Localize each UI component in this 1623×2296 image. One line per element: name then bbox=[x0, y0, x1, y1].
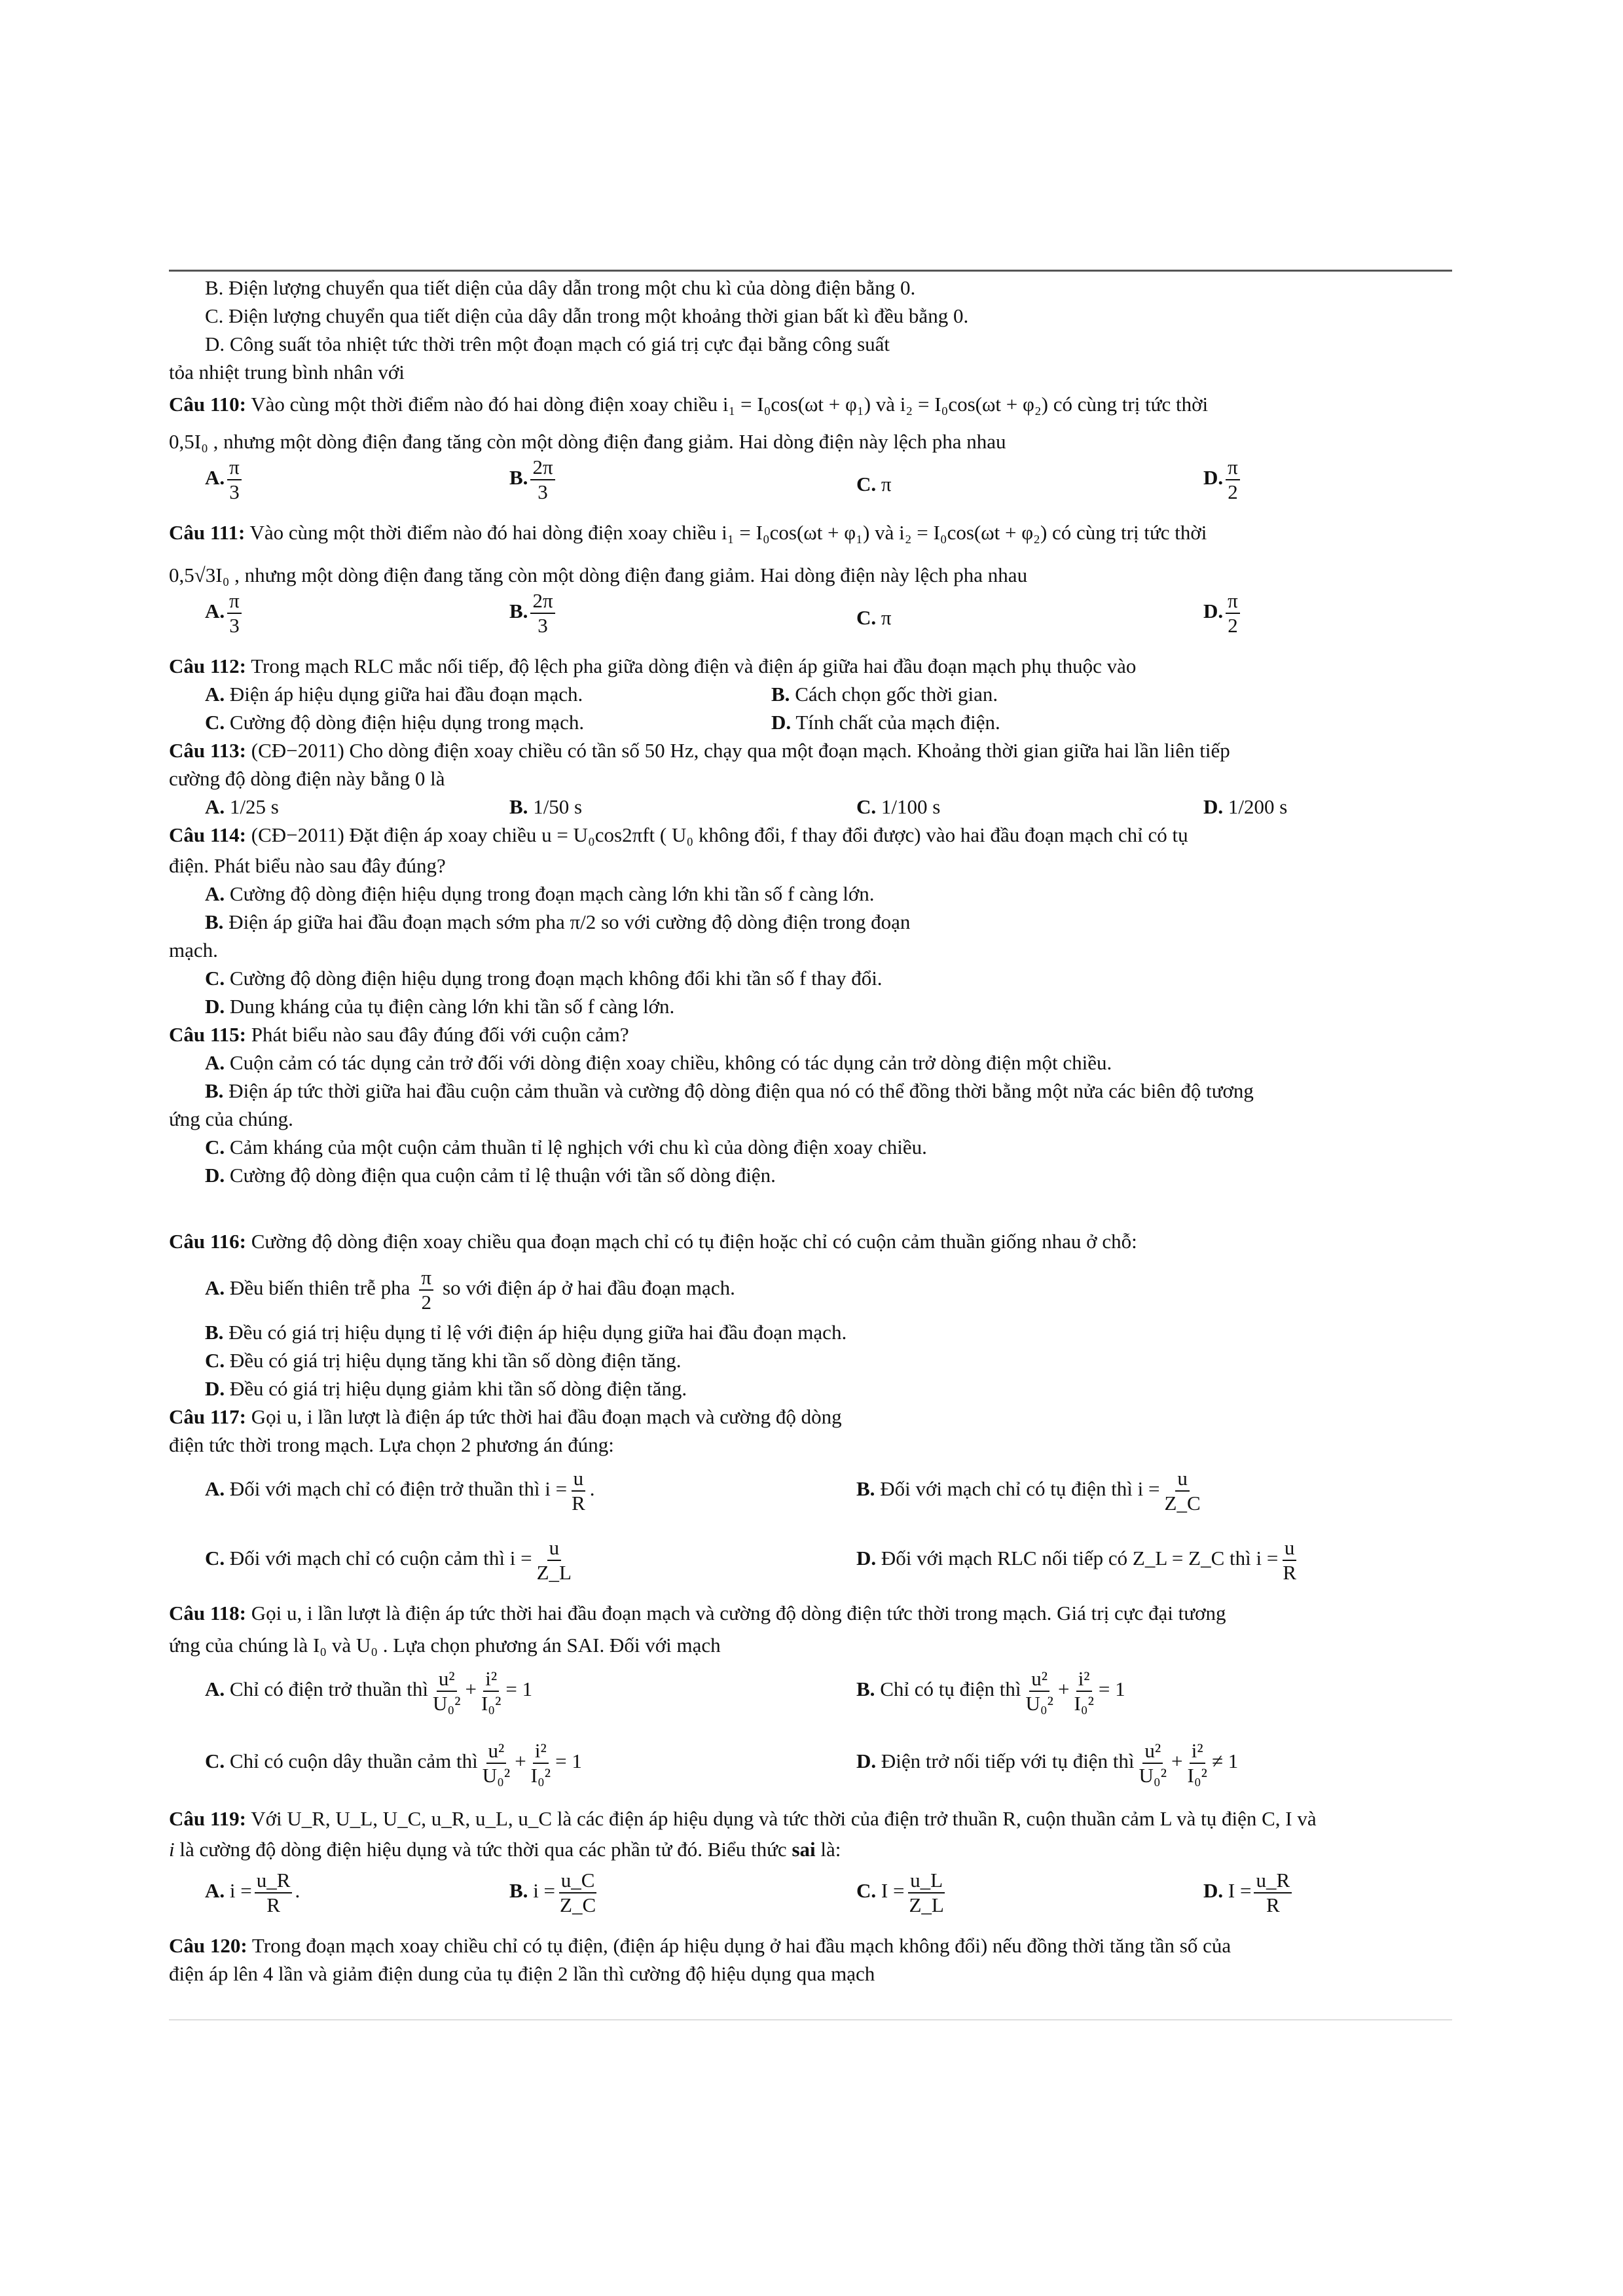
question-text: Vào cùng một thời điểm nào đó hai dòng điện xoay chiều i₁ = I₀cos(ωt + φ₁) và i₂ = I₀cos(ωt + φ₂) có cùng trị tức thời bbox=[249, 521, 1207, 544]
option-c bbox=[856, 470, 892, 498]
equals: = 1 bbox=[505, 1677, 533, 1701]
option-d bbox=[169, 1161, 1452, 1189]
option-letter: D. bbox=[1203, 600, 1224, 623]
option-letter: C. bbox=[205, 1547, 225, 1570]
option-a: A. Chỉ có điện trở thuần thì $\frac{\text{u²}}{\text{U₀²}}$ + $\frac{\text{i²}}{\text{I₀²}}$ = 1 bbox=[205, 1667, 533, 1715]
option-a bbox=[205, 793, 279, 821]
question-text: ứng của chúng là I₀ và U₀ . Lựa chọn phương án SAI. Đối với mạch bbox=[169, 1634, 721, 1657]
answer-row bbox=[169, 680, 1452, 708]
option-text: Chỉ có cuộn dây thuần cảm thì bbox=[229, 1749, 478, 1773]
denominator: 3 bbox=[229, 614, 240, 637]
question-118 bbox=[169, 1599, 1452, 1627]
equals: = 1 bbox=[555, 1749, 582, 1773]
text-line bbox=[169, 358, 1452, 386]
option-letter: A. bbox=[205, 795, 225, 818]
numerator: i² bbox=[533, 1739, 549, 1764]
numerator: u_R bbox=[255, 1869, 293, 1893]
italic-var: i bbox=[169, 1838, 175, 1861]
denominator: R bbox=[1266, 1893, 1280, 1916]
question-text: là cường độ dòng điện hiệu dụng và tức thời qua các phần tử đó. Biểu thức bbox=[174, 1838, 792, 1861]
denominator: I₀² bbox=[1187, 1764, 1207, 1787]
numerator: π bbox=[227, 456, 242, 480]
header-rule bbox=[169, 270, 1452, 272]
option-letter: B. bbox=[509, 795, 528, 818]
option-value: π bbox=[881, 473, 892, 495]
option-b bbox=[169, 1318, 1452, 1346]
denominator: 3 bbox=[538, 480, 548, 503]
question-114-cont bbox=[169, 852, 1452, 880]
option-letter: C. bbox=[205, 1349, 225, 1372]
spacer bbox=[169, 1189, 1452, 1227]
numerator: u² bbox=[1029, 1667, 1049, 1692]
option-letter: C. bbox=[856, 473, 877, 495]
option-letter: D. bbox=[1203, 795, 1224, 818]
fraction bbox=[1281, 1536, 1298, 1585]
question-text: (CĐ−2011) Đặt điện áp xoay chiều u = U₀cos2πft ( U₀ không đổi, f thay đổi được) vào hai đầu đoạn mạch chỉ có tụ bbox=[251, 823, 1188, 846]
footer-rule bbox=[169, 2019, 1452, 2020]
not-equals: ≠ 1 bbox=[1211, 1749, 1239, 1773]
question-label: Câu 113: bbox=[169, 739, 246, 762]
fraction bbox=[431, 1667, 463, 1715]
denominator: Z_C bbox=[560, 1893, 596, 1916]
option-text: Cách chọn gốc thời gian. bbox=[795, 683, 998, 706]
formula-text: i = bbox=[533, 1879, 556, 1903]
numerator: i² bbox=[1076, 1667, 1092, 1692]
option-d bbox=[856, 1536, 1301, 1585]
option-d bbox=[169, 992, 1452, 1020]
option-d bbox=[1203, 793, 1287, 821]
option-text: Dung kháng của tụ điện càng lớn khi tần số f càng lớn. bbox=[229, 995, 675, 1018]
option-b-cont bbox=[169, 1105, 1452, 1133]
answer-row bbox=[169, 589, 1452, 652]
answer-row bbox=[169, 793, 1452, 821]
option-d bbox=[169, 1374, 1452, 1403]
fraction bbox=[419, 1266, 433, 1314]
option-text: B. Điện lượng chuyển qua tiết diện của dây dẫn trong một chu kì của dòng điện bằng 0. bbox=[205, 276, 916, 299]
fraction bbox=[227, 589, 242, 637]
option-a bbox=[205, 589, 244, 637]
equals: = 1 bbox=[1098, 1677, 1125, 1701]
option-text: Cường độ dòng điện hiệu dụng trong mạch. bbox=[229, 711, 585, 734]
option-letter: D. bbox=[856, 1749, 877, 1773]
option-a bbox=[169, 1049, 1452, 1077]
option-letter: B. bbox=[509, 1879, 528, 1903]
denominator: 2 bbox=[421, 1291, 431, 1314]
numerator: u² bbox=[437, 1667, 457, 1692]
fraction bbox=[1254, 1869, 1292, 1917]
question-111-cont bbox=[169, 561, 1452, 589]
option-text: Đối với mạch chỉ có tụ điện thì i = bbox=[880, 1477, 1160, 1501]
option-b bbox=[771, 680, 998, 708]
page-content bbox=[169, 274, 1452, 1988]
numerator: 2π bbox=[530, 589, 555, 614]
option-text: Đều biến thiên trễ pha bbox=[229, 1276, 410, 1300]
denominator: R bbox=[266, 1893, 280, 1916]
emphasis: sai bbox=[792, 1838, 816, 1861]
option-text: 1/200 s bbox=[1228, 795, 1288, 818]
option-text: Tính chất của mạch điện. bbox=[795, 711, 1000, 734]
text-line bbox=[169, 274, 1452, 302]
numerator: u bbox=[1283, 1536, 1297, 1561]
denominator: Z_L bbox=[909, 1893, 944, 1916]
option-letter: B. bbox=[205, 910, 224, 933]
question-113-cont bbox=[169, 764, 1452, 793]
question-115 bbox=[169, 1020, 1452, 1049]
numerator: i² bbox=[1190, 1739, 1205, 1764]
question-110 bbox=[169, 390, 1452, 418]
denominator: U₀² bbox=[1025, 1692, 1053, 1715]
question-text: Trong đoạn mạch xoay chiều chỉ có tụ điện, (điện áp hiệu dụng ở hai đầu mạch không đổi) nếu đồng thời tăng tần số của bbox=[251, 1934, 1231, 1957]
question-116 bbox=[169, 1227, 1452, 1255]
denominator: R bbox=[572, 1492, 585, 1515]
denominator: I₀² bbox=[481, 1692, 501, 1715]
question-119-cont bbox=[169, 1835, 1452, 1863]
option-letter: B. bbox=[509, 466, 528, 490]
denominator: U₀² bbox=[482, 1764, 511, 1787]
question-text: Vào cùng một thời điểm nào đó hai dòng điện xoay chiều i₁ = I₀cos(ωt + φ₁) và i₂ = I₀cos(ωt + φ₂) có cùng trị tức thời bbox=[251, 393, 1209, 416]
option-c bbox=[856, 793, 940, 821]
question-label: Câu 115: bbox=[169, 1023, 246, 1046]
option-b: B. Chỉ có tụ điện thì $\frac{\text{u²}}{\text{U₀²}}$ + $\frac{\text{i²}}{\text{I₀²}}$ = 1 bbox=[856, 1667, 1125, 1715]
answer-row bbox=[169, 456, 1452, 518]
denominator: I₀² bbox=[1074, 1692, 1094, 1715]
answer-row bbox=[169, 1467, 1452, 1530]
denominator: R bbox=[1283, 1561, 1297, 1584]
option-letter: A. bbox=[205, 1051, 225, 1074]
question-label: Câu 118: bbox=[169, 1602, 246, 1624]
option-letter: C. bbox=[205, 711, 225, 734]
option-text: D. Công suất tỏa nhiệt tức thời trên một đoạn mạch có giá trị cực đại bằng công suất bbox=[205, 332, 890, 355]
option-text: Cường độ dòng điện hiệu dụng trong đoạn mạch càng lớn khi tần số f càng lớn. bbox=[229, 882, 875, 905]
option-letter: C. bbox=[205, 1749, 225, 1773]
option-letter: C. bbox=[856, 1879, 877, 1903]
option-letter: D. bbox=[771, 711, 792, 734]
option-letter: A. bbox=[205, 1677, 225, 1701]
option-text: tỏa nhiệt trung bình nhân với bbox=[169, 361, 405, 384]
fraction bbox=[535, 1536, 574, 1585]
option-letter: D. bbox=[1203, 466, 1224, 490]
question-text: 0,5I₀ , nhưng một dòng điện đang tăng còn một dòng điện đang giảm. Hai dòng điện này lệch pha nhau bbox=[169, 430, 1006, 453]
question-text: là: bbox=[815, 1838, 841, 1861]
fraction bbox=[529, 1739, 553, 1787]
option-letter: A. bbox=[205, 683, 225, 706]
numerator: π bbox=[1226, 456, 1240, 480]
question-text: điện. Phát biểu nào sau đây đúng? bbox=[169, 854, 446, 877]
option-text: Đối với mạch chỉ có điện trở thuần thì i = bbox=[229, 1477, 568, 1501]
question-111 bbox=[169, 518, 1452, 547]
numerator: i² bbox=[483, 1667, 499, 1692]
numerator: u_C bbox=[559, 1869, 597, 1893]
option-text: C. Điện lượng chuyển qua tiết diện của dây dẫn trong một khoảng thời gian bất kì đều bằng 0. bbox=[205, 304, 969, 327]
option-a bbox=[205, 680, 583, 708]
option-b bbox=[509, 456, 558, 504]
option-text: Cảm kháng của một cuộn cảm thuần tỉ lệ nghịch với chu kì của dòng điện xoay chiều. bbox=[229, 1136, 927, 1158]
answer-row bbox=[169, 1739, 1452, 1802]
denominator: Z_C bbox=[1164, 1492, 1201, 1515]
option-text: Chỉ có tụ điện thì bbox=[880, 1677, 1021, 1701]
numerator: u bbox=[1175, 1467, 1190, 1492]
option-text: 1/50 s bbox=[533, 795, 583, 818]
numerator: u² bbox=[486, 1739, 507, 1764]
fraction bbox=[530, 456, 555, 504]
option-letter: B. bbox=[856, 1477, 875, 1501]
fraction bbox=[570, 1467, 587, 1515]
numerator: u_R bbox=[1254, 1869, 1292, 1893]
option-letter: D. bbox=[205, 1164, 225, 1187]
question-text: Cường độ dòng điện xoay chiều qua đoạn mạch chỉ có tụ điện hoặc chỉ có cuộn cảm thuần giống nhau ở chỗ: bbox=[251, 1230, 1137, 1253]
denominator: U₀² bbox=[1139, 1764, 1167, 1787]
option-letter: D. bbox=[205, 995, 225, 1018]
question-label: Câu 110: bbox=[169, 393, 246, 416]
option-text: Cường độ dòng điện qua cuộn cảm tỉ lệ thuận với tần số dòng điện. bbox=[229, 1164, 776, 1187]
option-a bbox=[205, 456, 244, 504]
question-117-cont bbox=[169, 1431, 1452, 1459]
numerator: π bbox=[227, 589, 242, 614]
option-b bbox=[169, 1077, 1452, 1105]
option-letter: D. bbox=[856, 1547, 877, 1570]
text-line bbox=[169, 302, 1452, 330]
fraction bbox=[481, 1739, 513, 1787]
option-letter: B. bbox=[205, 1079, 224, 1102]
question-118-cont bbox=[169, 1631, 1452, 1659]
option-text: mạch. bbox=[169, 939, 218, 961]
question-label: Câu 117: bbox=[169, 1405, 246, 1428]
option-d bbox=[771, 708, 1000, 736]
option-letter: A. bbox=[205, 1276, 225, 1300]
numerator: 2π bbox=[530, 456, 555, 480]
option-c bbox=[856, 1869, 949, 1917]
option-letter: C. bbox=[856, 606, 877, 629]
fraction bbox=[1226, 589, 1240, 637]
question-label: Câu 111: bbox=[169, 521, 246, 544]
option-d bbox=[1203, 1869, 1294, 1917]
option-text: Điện áp hiệu dụng giữa hai đầu đoạn mạch. bbox=[229, 683, 583, 706]
answer-row bbox=[169, 1667, 1452, 1730]
option-c bbox=[169, 964, 1452, 992]
question-119 bbox=[169, 1804, 1452, 1833]
option-text: Đều có giá trị hiệu dụng tỉ lệ với điện áp hiệu dụng giữa hai đầu đoạn mạch. bbox=[228, 1321, 847, 1344]
option-c: C. Chỉ có cuộn dây thuần cảm thì $\frac{\text{u²}}{\text{U₀²}}$ + $\frac{\text{i²}}{\text{I₀²}}$ = 1 bbox=[205, 1739, 582, 1787]
numerator: π bbox=[1226, 589, 1240, 614]
option-letter: A. bbox=[205, 882, 225, 905]
question-text: (CĐ−2011) Cho dòng điện xoay chiều có tần số 50 Hz, chạy qua một đoạn mạch. Khoảng thời gian giữa hai lần liên tiếp bbox=[251, 739, 1230, 762]
option-text: Đều có giá trị hiệu dụng giảm khi tần số dòng điện tăng. bbox=[229, 1377, 687, 1400]
formula-text: I = bbox=[1228, 1879, 1252, 1903]
option-text: Điện áp giữa hai đầu đoạn mạch sớm pha π/2 so với cường độ dòng điện trong đoạn bbox=[228, 910, 911, 933]
question-label: Câu 112: bbox=[169, 655, 246, 677]
fraction bbox=[255, 1869, 293, 1917]
option-letter: C. bbox=[856, 795, 877, 818]
option-value: π bbox=[881, 606, 892, 629]
denominator: Z_L bbox=[536, 1561, 572, 1584]
question-label: Câu 120: bbox=[169, 1934, 247, 1957]
option-c bbox=[169, 1133, 1452, 1161]
option-letter: B. bbox=[205, 1321, 224, 1344]
option-c bbox=[169, 1346, 1452, 1374]
fraction bbox=[1163, 1467, 1203, 1515]
option-text: Điện trở nối tiếp với tụ điện thì bbox=[881, 1749, 1135, 1773]
question-113 bbox=[169, 736, 1452, 764]
question-114 bbox=[169, 821, 1452, 849]
question-label: Câu 114: bbox=[169, 823, 246, 846]
option-letter: C. bbox=[205, 967, 225, 990]
question-text: điện áp lên 4 lần và giảm điện dung của tụ điện 2 lần thì cường độ hiệu dụng qua mạch bbox=[169, 1962, 875, 1985]
option-letter: A. bbox=[205, 600, 225, 623]
question-text: 0,5√3I₀ , nhưng một dòng điện đang tăng còn một dòng điện đang giảm. Hai dòng điện này lệch pha nhau bbox=[169, 564, 1028, 586]
option-text: so với điện áp ở hai đầu đoạn mạch. bbox=[443, 1276, 735, 1300]
question-text: Với U_R, U_L, U_C, u_R, u_L, u_C là các điện áp hiệu dụng và tức thời của điện trở thuần R, cuộn thuần cảm L và tụ điện C, I và bbox=[251, 1807, 1317, 1830]
question-120-cont bbox=[169, 1960, 1452, 1988]
fraction bbox=[1072, 1667, 1095, 1715]
option-text: Đối với mạch RLC nối tiếp có Z_L = Z_C thì i = bbox=[881, 1547, 1279, 1570]
question-text: điện tức thời trong mạch. Lựa chọn 2 phương án đúng: bbox=[169, 1433, 614, 1456]
text-line bbox=[169, 330, 1452, 358]
formula-text: I = bbox=[881, 1879, 905, 1903]
question-110-cont bbox=[169, 427, 1452, 456]
option-text: Cường độ dòng điện hiệu dụng trong đoạn mạch không đổi khi tần số f thay đổi. bbox=[229, 967, 883, 990]
option-d: D. Điện trở nối tiếp với tụ điện thì $\frac{\text{u²}}{\text{U₀²}}$ + $\frac{\text{i²}}{\text{I₀²}}$ ≠ 1 bbox=[856, 1739, 1239, 1787]
denominator: 2 bbox=[1228, 480, 1238, 503]
option-letter: B. bbox=[771, 683, 790, 706]
option-letter: A. bbox=[205, 1879, 225, 1903]
fraction bbox=[530, 589, 555, 637]
denominator: 2 bbox=[1228, 614, 1238, 637]
fraction bbox=[227, 456, 242, 504]
option-a bbox=[205, 1266, 735, 1314]
answer-row bbox=[169, 1536, 1452, 1599]
numerator: u_L bbox=[908, 1869, 945, 1893]
question-label: Câu 119: bbox=[169, 1807, 246, 1830]
option-a: A. Đối với mạch chỉ có điện trở thuần thì i = $\frac{u}{R}$ . bbox=[205, 1467, 595, 1515]
option-letter: D. bbox=[205, 1377, 225, 1400]
option-text: Cuộn cảm có tác dụng cản trở đối với dòng điện xoay chiều, không có tác dụng cản trở dòng điện một chiều. bbox=[229, 1051, 1112, 1074]
question-120 bbox=[169, 1931, 1452, 1960]
option-a bbox=[169, 880, 1452, 908]
option-c bbox=[856, 603, 892, 632]
fraction bbox=[1226, 456, 1240, 504]
question-text: cường độ dòng điện này bằng 0 là bbox=[169, 767, 445, 790]
option-b bbox=[509, 793, 582, 821]
numerator: u bbox=[547, 1536, 562, 1561]
option-b-cont bbox=[169, 936, 1452, 964]
option-text: Đều có giá trị hiệu dụng tăng khi tần số dòng điện tăng. bbox=[229, 1349, 682, 1372]
option-c bbox=[205, 708, 584, 736]
option-letter: C. bbox=[205, 1136, 225, 1158]
option-letter: B. bbox=[509, 600, 528, 623]
option-a: A. i = $\frac{u\_R}{R}$ . bbox=[205, 1869, 301, 1916]
answer-row bbox=[169, 1259, 1452, 1312]
option-letter: B. bbox=[856, 1677, 875, 1701]
numerator: u bbox=[572, 1467, 586, 1492]
option-letter: A. bbox=[205, 466, 225, 490]
question-text: Phát biểu nào sau đây đúng đối với cuộn cảm? bbox=[251, 1023, 629, 1046]
question-label: Câu 116: bbox=[169, 1230, 246, 1253]
option-b bbox=[509, 1869, 600, 1917]
fraction bbox=[558, 1869, 598, 1917]
option-c bbox=[205, 1536, 576, 1585]
fraction bbox=[1137, 1739, 1169, 1787]
denominator: 3 bbox=[538, 614, 548, 637]
option-b bbox=[509, 589, 558, 637]
option-d bbox=[1203, 456, 1243, 504]
option-text: Đối với mạch chỉ có cuộn cảm thì i = bbox=[229, 1547, 532, 1570]
option-letter: A. bbox=[205, 1477, 225, 1501]
question-text: Gọi u, i lần lượt là điện áp tức thời hai đầu đoạn mạch và cường độ dòng điện tức thời trong mạch. Giá trị cực đại tương bbox=[251, 1602, 1226, 1624]
option-text: ứng của chúng. bbox=[169, 1107, 293, 1130]
answer-row bbox=[169, 1869, 1452, 1931]
denominator: 3 bbox=[229, 480, 240, 503]
formula-text: i = bbox=[229, 1879, 252, 1903]
denominator: I₀² bbox=[530, 1764, 551, 1787]
question-112 bbox=[169, 652, 1452, 680]
option-d bbox=[1203, 589, 1243, 637]
option-text: Điện áp tức thời giữa hai đầu cuộn cảm thuần và cường độ dòng điện qua nó có thể đồng thời bằng một nửa các biên độ tương bbox=[228, 1079, 1254, 1102]
option-b bbox=[169, 908, 1452, 936]
question-text: Trong mạch RLC mắc nối tiếp, độ lệch pha giữa dòng điện và điện áp giữa hai đầu đoạn mạch phụ thuộc vào bbox=[251, 655, 1137, 677]
question-text: Gọi u, i lần lượt là điện áp tức thời hai đầu đoạn mạch và cường độ dòng bbox=[251, 1405, 842, 1428]
fraction bbox=[1186, 1739, 1209, 1787]
option-letter: D. bbox=[1203, 1879, 1224, 1903]
fraction bbox=[1023, 1667, 1055, 1715]
numerator: π bbox=[419, 1266, 433, 1291]
option-text: Chỉ có điện trở thuần thì bbox=[229, 1677, 428, 1701]
fraction bbox=[479, 1667, 503, 1715]
question-117 bbox=[169, 1403, 1452, 1431]
numerator: u² bbox=[1142, 1739, 1163, 1764]
option-b bbox=[856, 1467, 1205, 1515]
option-text: 1/25 s bbox=[229, 795, 279, 818]
denominator: U₀² bbox=[433, 1692, 461, 1715]
answer-row bbox=[169, 708, 1452, 736]
option-text: 1/100 s bbox=[881, 795, 941, 818]
fraction bbox=[907, 1869, 945, 1917]
